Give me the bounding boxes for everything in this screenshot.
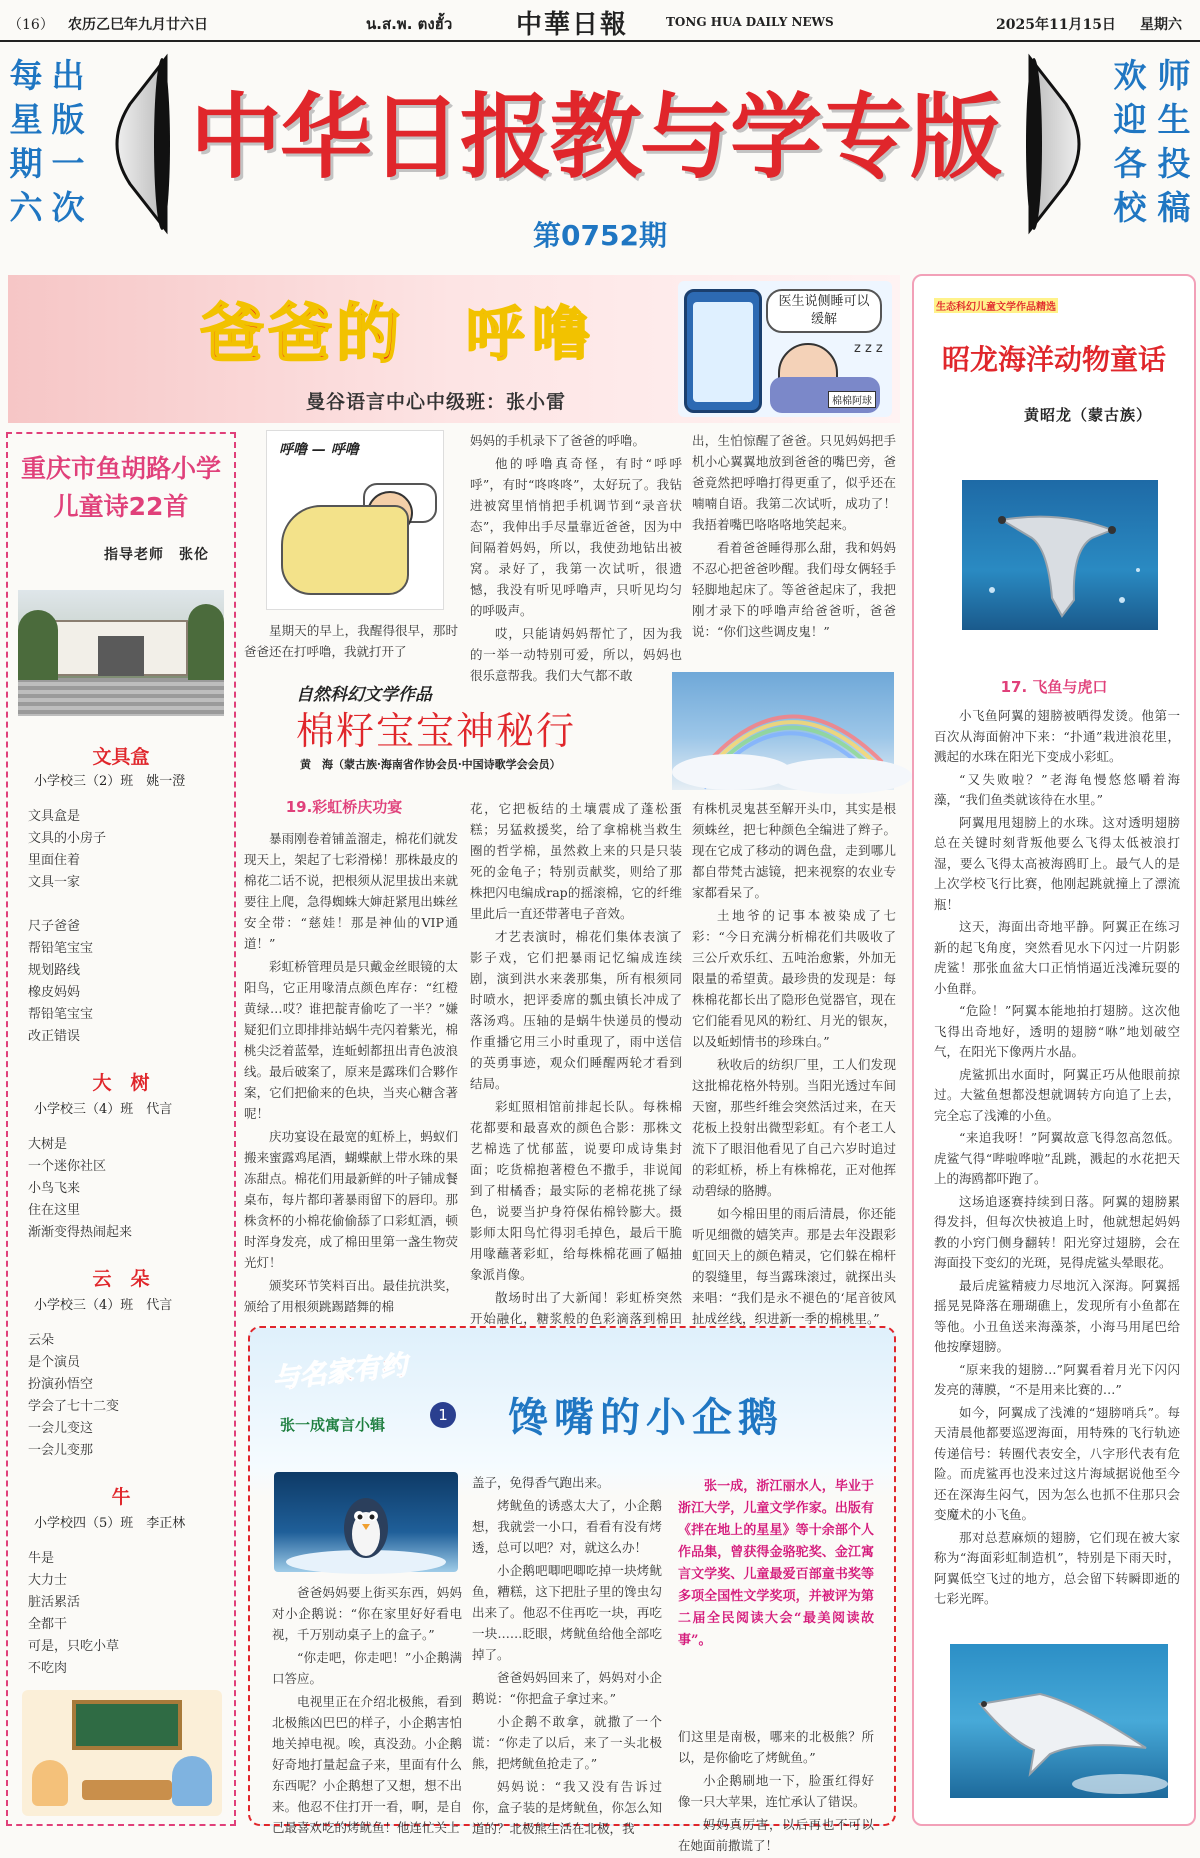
penguin-col-1 [272,1582,462,1840]
fable-number: 1 [430,1402,456,1428]
ocean-p1: 小飞鱼阿翼的翅膀被晒得发烫。他第一百次从海面俯冲下来：“扑通”栽进浪花里，溅起的水珠在阳光下变成小彩虹。 [934,708,1180,764]
penguin-col-3 [678,1726,874,1858]
masthead-right-col-2: 师生投稿 [1157,56,1191,227]
cotton-col1-p2: 彩虹桥管理员是只戴金丝眼镜的太阳鸟，它正用喙清点颜色库存：“红橙黄绿…哎？谁把靛青偷吃了一半？”嫌疑犯们立即排排站蜗牛壳闪着紫光，棉桃尖泛着蓝晕，连蚯蚓都扭出青色波浪线。最后破案了，原来是露珠们合夥作案，它们把偷来的色块，当夹心糖含著呢！ [244,959,458,1121]
poem-line: 改正错误 [28,1029,81,1044]
poem-title: 文具盒 [92,746,150,768]
penguin-col2-p4: 爸爸妈妈回来了，妈妈对小企鹅说：“你把盒子拿过来。” [472,1670,662,1706]
poem-line: 全都干 [28,1617,68,1632]
hammerhead-shark-photo-2 [950,1644,1168,1798]
ocean-box [912,274,1196,1826]
poem-line: 云朵 [28,1333,55,1348]
poem-line: 渐渐变得热闹起来 [28,1225,133,1240]
ocean-p6: 虎鲨抓出水面时，阿翼正巧从他眼前掠过。大鲨鱼想都没想就调转方向追了上去，完全忘了浅滩的小鱼。 [934,1066,1180,1123]
poem-body [28,1548,228,1680]
cotton-col2-p2: 才艺表演时，棉花们集体表演了影子戏，它们把暴雨记忆编成连续剧，演到洪水来袭那集，所有根须同时喷水，把评委席的瓢虫镇长冲成了落汤鸡。压轴的是蜗牛快递员的慢动作重播它用三小时重现了，雨中送信的英勇事迹，观众们睡醒两轮才看到结局。 [470,929,682,1091]
penguin-col1-p2: “你走吧，你走吧！”小企鹅满口答应。 [272,1650,462,1686]
masthead-right-col-1: 欢迎各校 [1113,56,1147,227]
dad-col3-p2: 看着爸爸睡得那么甜，我和妈妈不忍心把爸爸吵醒。我们母女俩轻手轻脚地起床了。等爸爸起床了，我把刚才录下的呼噜声给爸爸听，爸爸说：“你们这些调皮鬼！” [692,540,896,639]
poem-line: 不吃肉 [28,1661,68,1676]
thai-name: น.ส.พ. ตงฮั้ว [366,15,453,33]
ocean-p11: 如今，阿翼成了浅滩的“翅膀哨兵”。每天清晨他都要巡逻海面，用特殊的飞行轨迹传递信号：转圈代表安全，八字形代表有危险。而虎鲨再也没来过这片海域据说他至今还在深海生闷气，因为怎么也抓不住那只会变魔术的小飞鱼。 [934,1404,1180,1522]
poem-title: 云 朵 [92,1268,150,1290]
penguin-col1-p3: 电视里正在介绍北极熊，看到北极熊凶巴巴的样子，小企鹅害怕地关掉电视。唉，真没劲。小企鹅好奇地打量起盒子来，里面有什么东西呢？小企鹅想了又想，想不出来。他忍不住打开一看，啊，是自己最喜欢吃的烤鱿鱼！他连忙关上 [272,1694,462,1835]
ocean-p8: 这场追逐赛持续到日落。阿翼的翅膀累得发抖，但每次快被追上时，他就想起妈妈教的小窍门侧身翻转！阳光穿过翅膀，会在海面投下变幻的光斑，晃得虎鲨头晕眼花。 [934,1193,1180,1270]
dad-byline: 曼谷语言中心中级班：张小雷 [306,391,567,413]
cotton-col1-p4: 颁奖环节笑料百出。最佳抗洪奖，颁给了用根须跳踢踏舞的棉 [244,1278,458,1314]
cotton-col3-p4: 如今棉田里的雨后清晨，你还能听见细微的嬉笑声。那是去年没跟彩虹回天上的颜色精灵，它们躲在棉杆的裂缝里，每当露珠滚过，就探出头来唱：“我们是永不褪色的‘尾音彼风扯成丝线，织进新一季的棉桃里。” [692,1206,896,1326]
poem-line: 规划路线 [28,963,81,978]
poem-line: 尺子爸爸 [28,919,81,934]
hammerhead-shark-photo-1 [962,480,1158,630]
poem-line: 橡皮妈妈 [28,985,81,1000]
shark-icon [962,480,1158,630]
poem-line: 扮演孙悟空 [28,1377,94,1392]
cotton-author: 黄 海（蒙古族·海南省作协会员·中国诗歌学会会员） [300,758,561,771]
penguin-col2-p6: 妈妈说：“我又没有告诉过你，盒子装的是烤鱿鱼，你怎么知道的？北极熊生活在北极，我 [472,1779,662,1836]
ocean-p10: “原来我的翅膀…”阿翼看着月光下闪闪发亮的薄膜，“不是用来比赛的…” [934,1361,1180,1397]
ocean-chapter: 17. 飞鱼与虎口 [1000,678,1108,696]
penguin-col3-p1: 们这里是南极，哪来的北极熊？所以，是你偷吃了烤鱿鱼。” [678,1729,874,1765]
cotton-kicker: 自然科幻文学作品 [296,685,432,705]
masthead-title: 中华日报教与学专版 [189,84,1000,191]
masthead-left-col-1: 出版一次 [51,56,85,227]
penguin-col2-p3: 小企鹅吧唧吧唧吃掉一块烤鱿鱼，糟糕，这下把肚子里的馋虫勾出来了。他忍不住再吃一块，再吃一块……眨眼，烤鱿鱼给他全部吃掉了。 [472,1563,662,1662]
cotton-col1-p1: 暴雨刚卷着铺盖溜走，棉花们就发现天上，架起了七彩滑梯！那株最皮的棉花二话不说，把根须从泥里拔出来就要往上爬，急得蜘蛛大婶赶紧甩出蛛丝安全带：“慈娃！那是神仙的VIP通道！” [244,831,458,951]
poem-line: 文具盒是 [28,809,81,824]
cotton-title: 棉籽宝宝神秘行 [296,709,577,753]
poem-line [28,894,228,916]
dad-article-col-2 [470,430,682,688]
poem-line: 文具的小房子 [28,831,107,846]
school-gate-photo [18,590,224,716]
poem-author: 小学校三（2）班 姚一澄 [34,774,186,789]
ocean-p12: 那对总惹麻烦的翅膀，它们现在被大家称为“海面彩虹制造机”，特别是下雨天时，阿翼低空飞过的地方，总会留下转瞬即逝的七彩光晖。 [934,1529,1180,1606]
poem-body [28,806,228,1048]
cotton-col2-p1: 花，它把板结的土壤震成了蓬松蛋糕；另猛救援奖，给了拿棉桃当救生圈的哲学棉，虽然救上来的只是只装死的金龟子；特别贡献奖，则给了那株把闪电编成rap的摇滚棉，它的纤维里此后一直还带著电子音效。 [470,801,682,921]
penguin-col2-p2: 烤鱿鱼的诱惑太大了，小企鹅想，我就尝一小口，看看有没有烤透，总可以吧？对，就这么办！ [472,1498,662,1555]
ocean-p7: “来追我呀！”阿翼故意飞得忽高忽低。虎鲨气得“哔啦哗啦”乱跳，溅起的水花把天上的海鸥都吓跑了。 [934,1130,1180,1186]
cotton-col3-p3: 秋收后的纺织厂里，工人们发现这批棉花格外特别。当阳光透过车间天窗，那些纤维会突然活过来，在天花板上投射出微型彩虹。有个老工人流下了眼泪他看见了自己六岁时追过的彩虹桥，桥上有株棉花，正对他挥动碧绿的胳膊。 [692,1057,896,1198]
issue-number: 第0752期 [533,219,667,252]
poem-line: 学会了七十二变 [28,1399,120,1414]
poem-line: 一会儿变那 [28,1443,94,1458]
rainbow-photo [672,672,894,790]
poem-line: 牛是 [28,1551,55,1566]
badge-subtitle: 张一成寓言小辑 [280,1416,386,1434]
poem-line: 大力士 [28,1573,68,1588]
penguin-col2-p1: 盖子，免得香气跑出来。 [472,1475,610,1490]
megaphone-right-icon [1026,54,1096,234]
cotton-col-2 [470,798,682,1352]
snoring-illustration [266,430,444,610]
poems-box [6,432,236,1826]
poem-line: 一个迷你社区 [28,1159,107,1174]
poem-line: 帮铅笔宝宝 [28,1007,94,1022]
dad-col2-p2: 他的呼噜真奇怪，有时“呼呼呼”，有时“咚咚咚”，太好玩了。我钻进被窝里悄悄把手机调节到“录音状态”，我伸出手尽量靠近爸爸，因为中间隔着妈妈，所以，我使劲地钻出被窝。录好了，我第一次试听，很遗憾，我没有听见呼噜声，只听见均匀的呼吸声。 [470,456,682,618]
poem-line: 大树是 [28,1137,68,1152]
penguin-col2-p5: 小企鹅不敢拿，就撒了一个谎：“你走了以后，来了一头北极熊，把烤鱿鱼抢走了。” [472,1714,662,1771]
poem-title: 牛 [111,1486,131,1508]
paper-name: 中華日報 [516,10,629,40]
english-name: TONG HUA DAILY NEWS [666,15,834,29]
doctor-speech-bubble: 医生说侧睡可以缓解 [766,289,882,333]
dad-title-part-b: 呼噜 [466,300,599,368]
penguin-icon [274,1472,458,1572]
dad-banner [8,275,900,423]
book-label: 棉棉阿球 [828,391,876,408]
poem-author: 小学校三（4）班 代言 [34,1298,173,1313]
ocean-p3: 阿翼甩甩翅膀上的水珠。这对透明翅膀总在关键时刻背叛他要么飞得太低被浪打湿，要么飞得太高被海鸥盯上。最气人的是上次学校飞行比赛，他刚起跳就撞上了漂流瓶！ [934,814,1180,912]
ocean-p4: 这天，海面出奇地平静。阿翼正在练习新的起飞角度，突然看见水下闪过一片阴影虎鲨！那张血盆大口正悄悄逼近浅滩玩耍的小鱼群。 [934,919,1180,996]
masthead [0,44,1200,270]
ocean-kicker: 生态科幻儿童文学作品精选 [934,298,1058,313]
dad-article-col-3 [692,430,896,644]
classroom-illustration [22,1690,222,1816]
poem-body [28,1330,228,1462]
poem-line: 是个演员 [28,1355,81,1370]
poem-line: 里面住着 [28,853,81,868]
penguin-col3-p3: 妈妈真厉害，以后再也不可以在她面前撒谎了！ [678,1817,874,1853]
masthead-left-col-2: 每星期六 [9,56,43,227]
cotton-col2-p4: 散场时出了大新闻！彩虹桥突然开始融化，糖浆般的色彩滴落到棉田 [470,1290,682,1326]
lunar-date: 农历乙巳年九月廿六日 [68,17,208,33]
penguin-col1-p1: 爸爸妈妈要上街买东西，妈妈对小企鹅说：“你在家里好好看电视，千万别动桌子上的盒子。” [272,1585,462,1642]
top-bar [0,0,1200,42]
ocean-story-text [934,706,1180,1612]
cotton-col-1 [244,828,458,1319]
ocean-author: 黄昭龙（蒙古族） [1024,406,1153,424]
cotton-col2-p3: 彩虹照相馆前排起长队。每株棉花都要和最喜欢的颜色合影：那株文艺棉选了忧郁蓝，说要印成诗集封面；吃货棉抱著橙色不撒手，非说闻到了柑橘香；最实际的老棉花挑了绿色，说要当护身符保佑棉铃膨大。摄影师太阳鸟忙得羽毛掉色，最后干脆用喙蘸著彩虹，给每株棉花画了幅抽象派肖像。 [470,1099,682,1282]
dad-title-part-a: 爸爸的 [200,298,404,372]
poems-teacher: 指导老师 张伦 [104,547,209,563]
megaphone-left-icon [100,54,170,234]
dad-article-col-1 [244,620,458,664]
author-bio: 张一成，浙江丽水人，毕业于浙江大学，儿童文学作家。出版有《拌在地上的星星》等十余部个人作品集，曾获得金骆驼奖、金江寓言文学奖、儿童最爱百部童书奖等多项全国性文学奖项，并被评为第二届全民阅读大会“最美阅读故事”。 [678,1479,874,1648]
poem-line: 住在这里 [28,1203,81,1218]
shark-icon [950,1644,1168,1798]
poem-line: 帮铅笔宝宝 [28,941,94,956]
dad-col3-p1: 出，生怕惊醒了爸爸。只见妈妈把手机小心翼翼地放到爸爸的嘴巴旁，爸爸竟然把呼噜打得更重了，似乎还在喃喃自语。我第二次试听，成功了！我捂着嘴巴咯咯咯地笑起来。 [692,433,896,532]
poem-author: 小学校三（4）班 代言 [34,1102,173,1117]
ocean-p2: “又失败啦？”老海龟慢悠悠嚼着海藻，“我们鱼类就该待在水里。” [934,771,1180,807]
penguin-col3-p2: 小企鹅刷地一下，脸蛋红得好像一只大苹果，连忙承认了错误。 [678,1773,874,1809]
ocean-p9: 最后虎鲨精疲力尽地沉入深海。阿翼摇摇晃晃降落在珊瑚礁上，发现所有小鱼都在等他。小丑鱼送来海藻茶，小海马用尾巴给他按摩翅膀。 [934,1277,1180,1354]
penguin-title: 馋嘴的小企鹅 [508,1395,784,1441]
rainbow-arc [672,672,894,790]
badge-title: 与名家有约 [271,1350,409,1395]
cotton-chapter: 19.彩虹桥庆功宴 [285,798,403,816]
dad-col2-p3: 哎，只能请妈妈帮忙了，因为我的一举一动特别可爱，所以，妈妈也很乐意帮我。我们大气都不敢 [470,626,682,683]
snore-sound-label: 呼噜 — 呼噜 [279,442,359,458]
page-number: （16） [8,17,54,33]
poem-title: 大 树 [92,1072,150,1094]
zzz-label: z z z [854,341,883,356]
cotton-col-3 [692,798,896,1331]
phone-device [684,289,762,413]
ocean-title: 昭龙海洋动物童话 [941,343,1166,376]
penguin-illustration [274,1472,458,1572]
poem-line: 可是，只吃小草 [28,1639,120,1654]
dad-col2-p1: 妈妈的手机录下了爸爸的呼噜。 [470,433,646,448]
poems-title: 重庆市鱼胡路小学儿童诗22首 [20,454,221,521]
weekday: 星期六 [1140,17,1182,33]
quilt [281,505,409,595]
poem-body [28,1134,228,1244]
ocean-p5: “危险！”阿翼本能地拍打翅膀。这次他飞得出奇地好，透明的翅膀“咻”地划破空气，在阳光下像两片水晶。 [934,1003,1180,1059]
poem-author: 小学校四（5）班 李正林 [34,1516,186,1531]
dad-col1-p1: 星期天的早上，我醒得很早，那时爸爸还在打呼噜，我就打开了 [244,623,458,659]
penguin-col-2 [472,1472,662,1841]
poem-line: 脏活累活 [28,1595,81,1610]
poem-line: 文具一家 [28,875,81,890]
poem-line: 小鸟飞来 [28,1181,81,1196]
cotton-col3-p1: 有株机灵鬼甚至解开头巾，其实是根须蛛丝，把七种颜色全编进了辫子。现在它成了移动的调色盘，走到哪儿都自带梵古滤镜，把来视察的农业专家都看呆了。 [692,801,896,900]
poem-line: 一会儿变这 [28,1421,94,1436]
cotton-col1-p3: 庆功宴设在最宽的虹桥上，蚂蚁们搬来蜜露鸡尾酒，蝴蝶献上带水珠的果冻甜点。棉花们用最新鲜的叶子铺成餐桌布，每片都印著暴雨留下的唇印。那株贪杯的小棉花偷偷舔了口彩虹酒，顿时浑身发亮，成了棉田里第一盏生物荧光灯！ [244,1129,458,1270]
issue-date: 2025年11月15日 [996,17,1116,33]
phone-illustration [678,281,892,417]
cotton-col3-p2: 土地爷的记事本被染成了七彩：“今日充满分析棉花们共吸收了三公斤欢乐红、五吨治愈紫，外加无限量的希望黄。最珍贵的发现是：每株棉花都长出了隐形色觉器官，现在它们能看见风的粉红、月光的银灰，以及蚯蚓情书的珍珠白。” [692,908,896,1049]
penguin-box [248,1326,896,1853]
